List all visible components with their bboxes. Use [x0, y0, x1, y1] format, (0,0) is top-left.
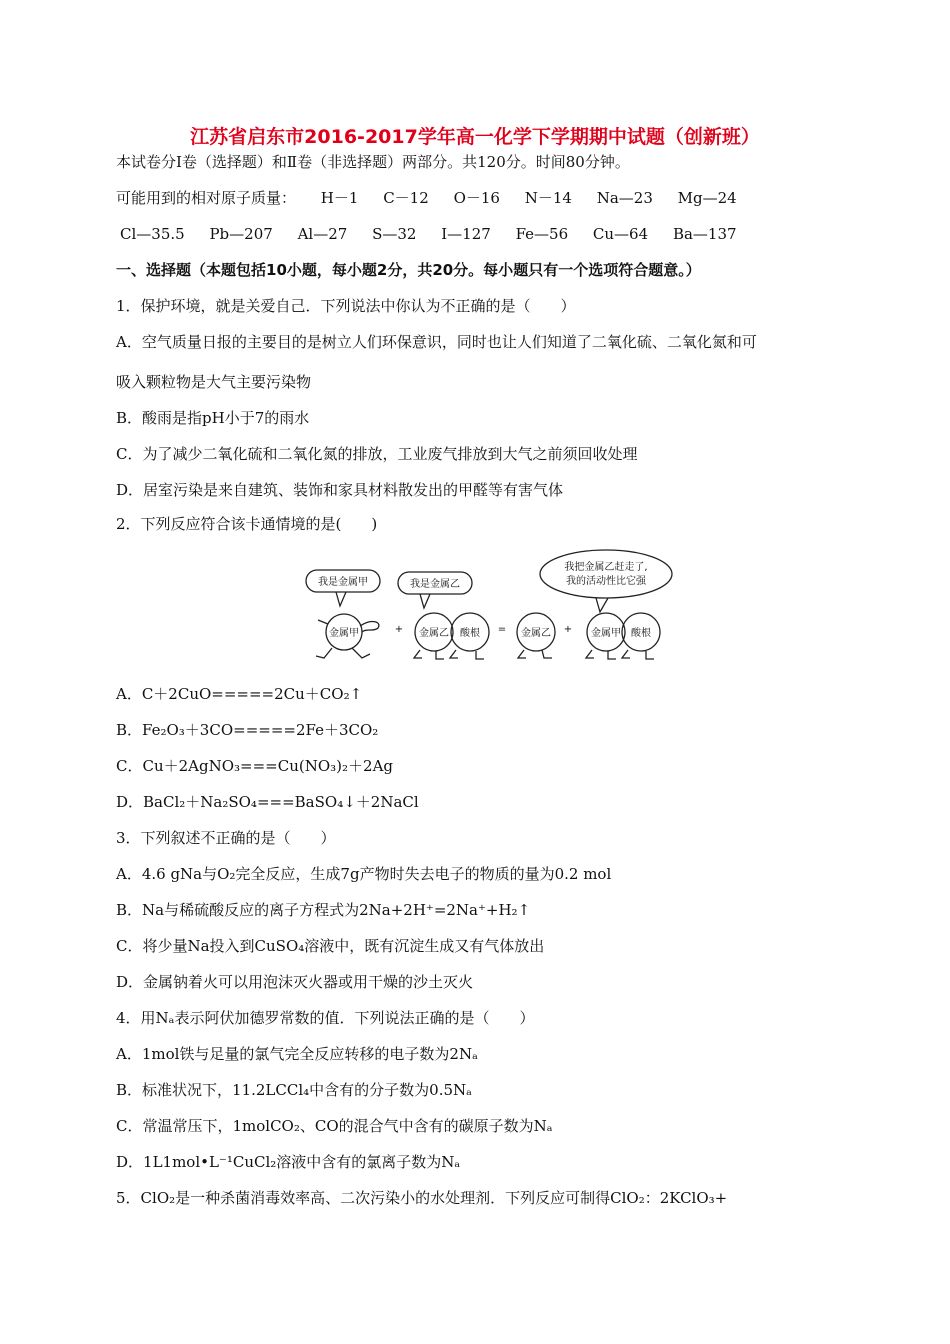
q4-option-b: B．标准状况下，11.2LCCl₄中含有的分子数为0.5Nₐ [116, 1081, 472, 1099]
mass-h: H－1 [320, 189, 359, 207]
section-heading: 一、选择题（本题包括10小题，每小题2分，共20分。每小题只有一个选项符合题意。） [116, 261, 701, 279]
bubble-3-text-line-1: 我把金属乙赶走了, [564, 562, 648, 573]
mass-n: N－14 [524, 189, 572, 207]
q2-option-b: B．Fe₂O₃＋3CO=====2Fe＋3CO₂ [116, 721, 379, 739]
q5-stem: 5．ClO₂是一种杀菌消毒效率高、二次污染小的水处理剂．下列反应可制得ClO₂：2KClO₃+ [116, 1189, 728, 1207]
mass-fe: Fe—56 [515, 225, 569, 243]
mass-i: I—127 [441, 225, 491, 243]
q1-option-a: A．空气质量日报的主要目的是树立人们环保意识，同时也让人们知道了二氧化硫、二氧化氮和可 [116, 333, 757, 351]
q1-option-b: B．酸雨是指pH小于7的雨水 [116, 409, 310, 427]
q2-option-c: C．Cu＋2AgNO₃===Cu(NO₃)₂＋2Ag [116, 757, 394, 775]
acid-bonded-label: 酸根 [631, 628, 651, 639]
mass-pb: Pb—207 [209, 225, 273, 243]
mass-al: Al—27 [297, 225, 348, 243]
q3-stem: 3．下列叙述不正确的是（ ） [116, 829, 336, 847]
q3-option-c: C．将少量Na投入到CuSO₄溶液中，既有沉淀生成又有气体放出 [116, 937, 545, 955]
atomic-masses-row-2 [120, 224, 757, 244]
q2-stem: 2．下列反应符合该卡通情境的是( ) [116, 515, 378, 533]
equals-sign: = [497, 624, 507, 635]
bubble-2-text: 我是金属乙 [410, 579, 460, 590]
mass-c: C－12 [383, 189, 429, 207]
q1-option-d: D．居室污染是来自建筑、装饰和家具材料散发出的甲醛等有害气体 [116, 481, 564, 499]
cartoon-illustration [296, 548, 676, 670]
bubble-3-text-line-2: 我的活动性比它强 [566, 576, 646, 587]
bubble-1-text: 我是金属甲 [318, 577, 368, 588]
mass-na: Na—23 [596, 189, 653, 207]
q2-option-d: D．BaCl₂＋Na₂SO₄===BaSO₄↓＋2NaCl [116, 793, 419, 811]
acid-label: 酸根 [460, 628, 480, 639]
mass-mg: Mg—24 [677, 189, 737, 207]
q3-option-b: B．Na与稀硫酸反应的离子方程式为2Na+2H⁺=2Na⁺+H₂↑ [116, 901, 531, 919]
q4-option-d: D．1L1mol•L⁻¹CuCl₂溶液中含有的氯离子数为Nₐ [116, 1153, 461, 1171]
mass-cu: Cu—64 [592, 225, 649, 243]
plus-sign-2: + [563, 624, 573, 635]
q3-option-d: D．金属钠着火可以用泡沫灭火器或用干燥的沙土灭火 [116, 973, 474, 991]
metal-a-bonded-label: 金属甲 [591, 628, 621, 639]
speech-bubble-3 [540, 550, 672, 598]
exam-intro: 本试卷分Ⅰ卷（选择题）和Ⅱ卷（非选择题）两部分。共120分。时间80分钟。 [116, 153, 630, 171]
mass-ba: Ba—137 [672, 225, 737, 243]
metal-b-alone-label: 金属乙 [521, 628, 551, 639]
atomic-masses-label: 可能用到的相对原子质量： [116, 189, 297, 207]
q4-stem: 4．用Nₐ表示阿伏加德罗常数的值．下列说法正确的是（ ） [116, 1009, 535, 1027]
q3-option-a: A．4.6 gNa与O₂完全反应，生成7g产物时失去电子的物质的量为0.2 mol [116, 865, 612, 883]
q2-option-a: A．C＋2CuO=====2Cu＋CO₂↑ [116, 685, 363, 703]
metal-a-label: 金属甲 [329, 628, 359, 639]
page-title: 江苏省启东市2016-2017学年高一化学下学期期中试题（创新班） [190, 126, 760, 148]
mass-o: O－16 [453, 189, 500, 207]
mass-s: S—32 [372, 225, 417, 243]
metal-b-label: 金属乙 [419, 628, 449, 639]
q1-stem: 1．保护环境，就是关爱自己．下列说法中你认为不正确的是（ ） [116, 297, 576, 315]
q4-option-a: A．1mol铁与足量的氯气完全反应转移的电子数为2Nₐ [116, 1045, 478, 1063]
q1-option-c: C．为了减少二氧化硫和二氧化氮的排放，工业废气排放到大气之前须回收处理 [116, 445, 638, 463]
atomic-masses-row-1 [116, 188, 757, 208]
mass-cl: Cl—35.5 [120, 225, 185, 243]
q1-option-a-cont: 吸入颗粒物是大气主要污染物 [116, 373, 312, 391]
plus-sign-1: + [394, 624, 404, 635]
q4-option-c: C．常温常压下，1molCO₂、CO的混合气中含有的碳原子数为Nₐ [116, 1117, 553, 1135]
